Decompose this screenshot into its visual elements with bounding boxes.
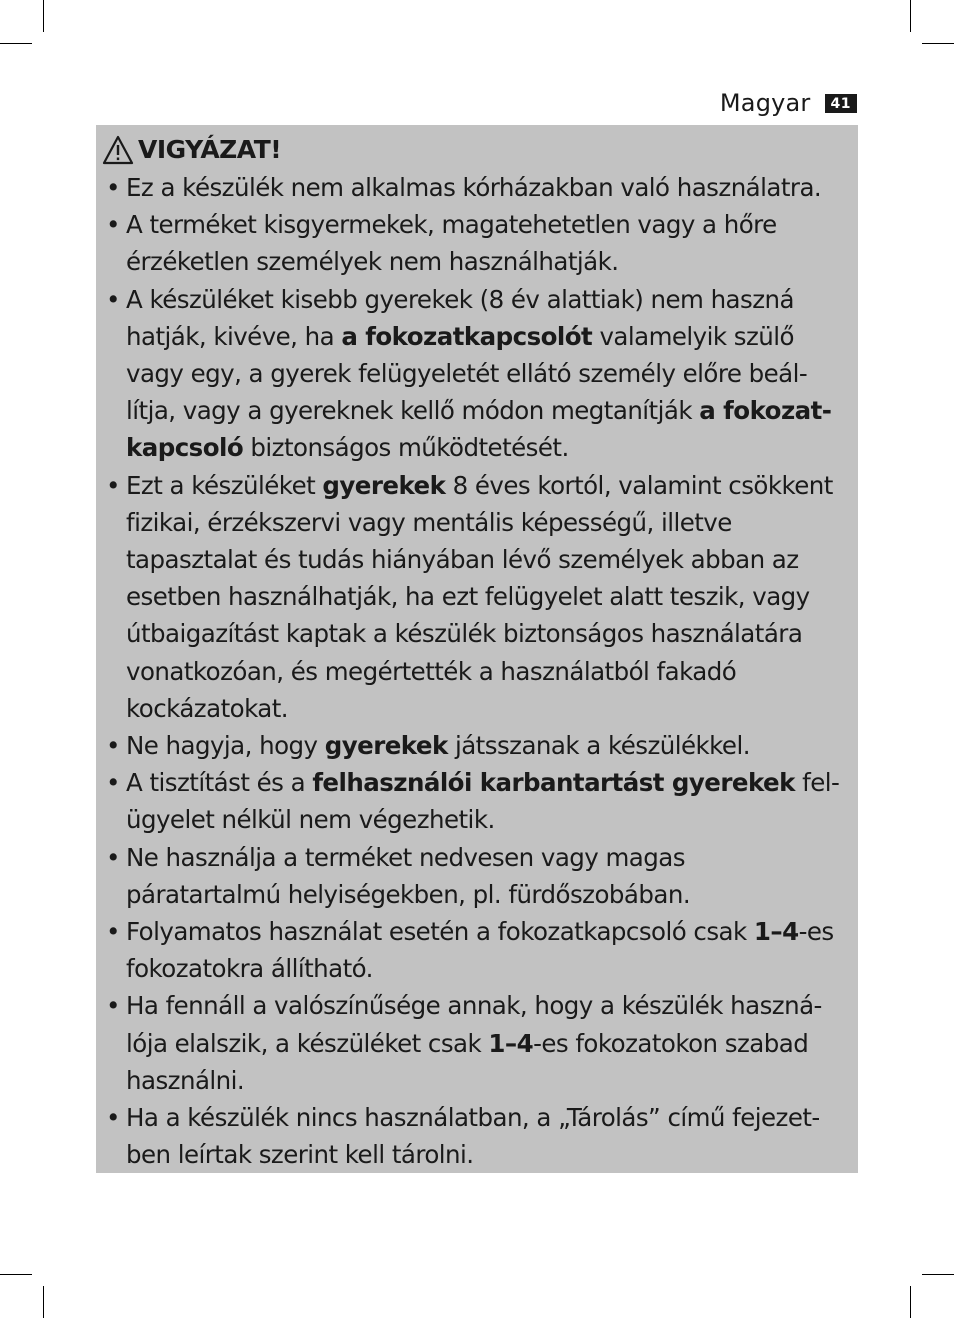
warning-item-line [126, 839, 854, 876]
text: Ezt a készüléket [126, 470, 323, 500]
warning-item [102, 727, 854, 764]
warning-item-line [126, 690, 854, 727]
text: Ha a készülék nincs használatban, a „Tárolás” című fejezet- [126, 1103, 820, 1133]
language-label: Magyar [719, 89, 811, 117]
warning-item-line [126, 764, 854, 801]
warning-item-line [126, 727, 854, 764]
warning-title-text: VIGYÁZAT! [138, 135, 282, 164]
text: játsszanak a készülékkel. [447, 731, 750, 761]
text: lítja, vagy a gyereknek kellő módon megtanítják [126, 396, 700, 426]
text: fel- [794, 768, 840, 798]
bold-text: a fokozat- [699, 396, 832, 426]
text: esetben használhatják, ha ezt felügyelet alatt teszik, vagy [126, 582, 810, 612]
page-number: 41 [825, 94, 857, 113]
warning-item-line [126, 169, 854, 206]
warning-item-line [126, 467, 854, 504]
warning-item-line [126, 206, 854, 243]
text: páratartalmú helyiségekben, pl. fürdőszobában. [126, 879, 691, 909]
text: érzéketlen személyek nem használhatják. [126, 247, 619, 277]
page-header [720, 88, 857, 118]
bold-text: gyerekek [322, 470, 446, 500]
bold-text: 1–4 [488, 1028, 534, 1058]
warning-item-line [126, 429, 854, 466]
warning-item-line [126, 1136, 854, 1173]
warning-item-line [126, 615, 854, 652]
text: Ha fennáll a valószínűsége annak, hogy a készülék haszná- [126, 991, 822, 1021]
text: tapasztalat és tudás hiányában lévő személyek abban az [126, 545, 799, 575]
text: hatják, kivéve, ha [126, 321, 342, 351]
warning-item [102, 839, 854, 913]
warning-item-line [126, 243, 854, 280]
warning-item-line [126, 281, 854, 318]
warning-item-line [126, 950, 854, 987]
text: Ne hagyja, hogy [126, 731, 325, 761]
warning-item-line [126, 801, 854, 838]
crop-mark [922, 1274, 954, 1275]
warning-item-line [126, 653, 854, 690]
warning-item-line [126, 876, 854, 913]
text: ügyelet nélkül nem végezhetik. [126, 805, 495, 835]
warning-list [102, 169, 854, 1173]
warning-triangle-icon [102, 135, 134, 165]
warning-item [102, 467, 854, 727]
warning-item-line [126, 578, 854, 615]
warning-item [102, 169, 854, 206]
text: fizikai, érzékszervi vagy mentális képességű, illetve [126, 507, 732, 537]
text: -es fokozatokon szabad [533, 1028, 809, 1058]
text: A készüléket kisebb gyerekek (8 év alattiak) nem haszná [126, 284, 794, 314]
warning-item-line [126, 1025, 854, 1062]
text: A terméket kisgyermekek, magatehetetlen vagy a hőre [126, 210, 777, 240]
text: Ne használja a terméket nedvesen vagy magas [126, 842, 685, 872]
text: -es [798, 917, 834, 947]
text: Folyamatos használat esetén a fokozatkapcsoló csak [126, 917, 754, 947]
warning-item-line [126, 1062, 854, 1099]
bold-text: kapcsoló [126, 433, 244, 463]
warning-item [102, 764, 854, 838]
bold-text: felhasználói karbantartást gyerekek [312, 768, 795, 798]
warning-item [102, 281, 854, 467]
warning-title [102, 133, 854, 167]
text: használni. [126, 1065, 245, 1095]
warning-item [102, 913, 854, 987]
text: A tisztítást és a [126, 768, 313, 798]
warning-item-line [126, 392, 854, 429]
warning-item [102, 987, 854, 1099]
crop-mark [0, 1274, 32, 1275]
text: 8 éves kortól, valamint csökkent [445, 470, 833, 500]
crop-mark [43, 1286, 44, 1318]
text: biztonságos működtetését. [243, 433, 569, 463]
bold-text: 1–4 [753, 917, 799, 947]
text: fokozatokra állítható. [126, 954, 373, 984]
crop-mark [910, 1286, 911, 1318]
warning-item-line [126, 504, 854, 541]
text: ben leírtak szerint kell tárolni. [126, 1140, 474, 1170]
text: lója elalszik, a készüléket csak [126, 1028, 489, 1058]
bold-text: gyerekek [324, 731, 448, 761]
crop-mark [0, 43, 32, 44]
warning-item-line [126, 913, 854, 950]
warning-item-line [126, 355, 854, 392]
warning-item-line [126, 987, 854, 1024]
text: vonatkozóan, és megértették a használatból fakadó [126, 656, 737, 686]
warning-item [102, 206, 854, 280]
text: Ez a készülék nem alkalmas kórházakban való használatra. [126, 173, 822, 202]
text: vagy egy, a gyerek felügyeletét ellátó személy előre beál- [126, 359, 808, 389]
text: kockázatokat. [126, 693, 289, 723]
text: útbaigazítást kaptak a készülék biztonságos használatára [126, 619, 803, 649]
warning-item-line [126, 1099, 854, 1136]
warning-item-line [126, 318, 854, 355]
crop-mark [922, 43, 954, 44]
warning-item-line [126, 541, 854, 578]
crop-mark [43, 0, 44, 32]
bold-text: a fokozatkapcsolót [341, 321, 593, 351]
crop-mark [910, 0, 911, 32]
warning-item [102, 1099, 854, 1173]
warning-box [96, 125, 858, 1173]
text: valamelyik szülő [592, 321, 794, 351]
